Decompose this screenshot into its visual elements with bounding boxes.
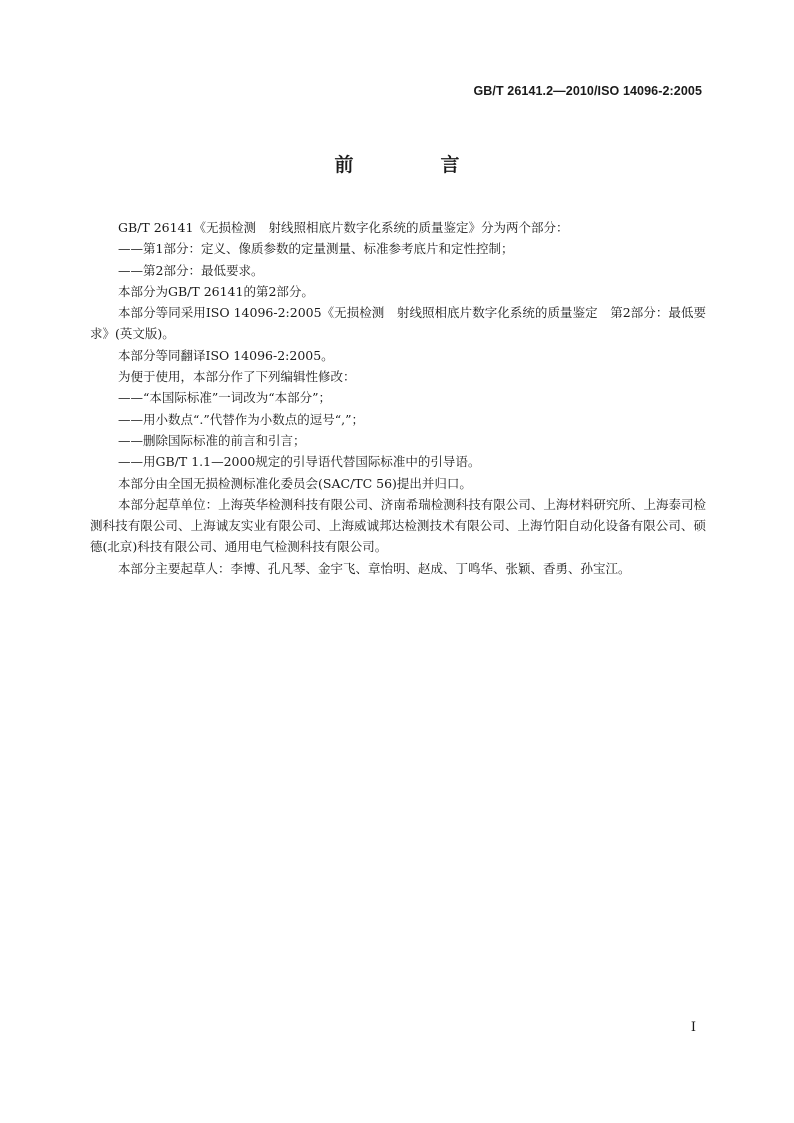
paragraph: 本部分起草单位：上海英华检测科技有限公司、济南希瑞检测科技有限公司、上海材料研究所、上海泰司检测科技有限公司、上海诚友实业有限公司、上海威诚邦达检测技术有限公司、上海竹阳自动化设备有限公司、硕德(北京)科技有限公司、通用电气检测科技有限公司。	[90, 496, 706, 555]
paragraph: 为便于使用，本部分作了下列编辑性修改：	[118, 369, 356, 385]
standard-code-header: GB/T 26141.2—2010/ISO 14096-2:2005	[473, 84, 702, 98]
paragraph: GB/T 26141《无损检测 射线照相底片数字化系统的质量鉴定》分为两个部分：	[118, 220, 569, 235]
list-item: ——第1部分：定义、像质参数的定量测量、标准参考底片和定性控制；	[118, 241, 514, 257]
list-item: ——“本国际标准”一词改为“本部分”；	[118, 390, 332, 406]
paragraph: 本部分由全国无损检测标准化委员会(SAC/TC 56)提出并归口。	[118, 475, 472, 491]
paragraph: 本部分等同采用ISO 14096-2:2005《无损检测 射线照相底片数字化系统的质量鉴定 第2部分：最低要求》(英文版)。	[90, 305, 706, 342]
list-item: ——用小数点“.”代替作为小数点的逗号“,”；	[118, 411, 365, 427]
paragraph: 本部分等同翻译ISO 14096-2:2005。	[118, 347, 334, 363]
page-number: I	[690, 1020, 696, 1035]
page-title: 前 言	[334, 154, 494, 176]
list-item: ——第2部分：最低要求。	[118, 262, 264, 278]
foreword-body	[90, 217, 706, 579]
paragraph: 本部分为GB/T 26141的第2部分。	[118, 283, 314, 299]
list-item: ——删除国际标准的前言和引言；	[118, 432, 306, 448]
list-item: ——用GB/T 1.1—2000规定的引导语代替国际标准中的引导语。	[118, 454, 481, 470]
paragraph: 本部分主要起草人：李博、孔凡琴、金宇飞、章怡明、赵成、丁鸣华、张颖、香勇、孙宝江。	[118, 560, 631, 576]
